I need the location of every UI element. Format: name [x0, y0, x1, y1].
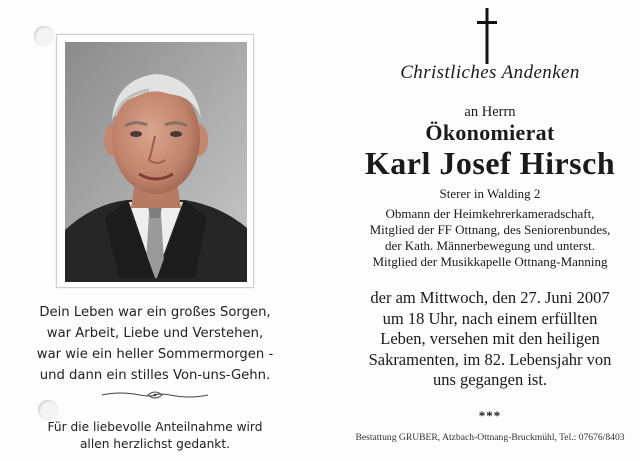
portrait-frame — [56, 34, 254, 288]
roles-list — [340, 206, 640, 270]
death-notice-line: der am Mittwoch, den 27. Juni 2007 — [370, 288, 610, 307]
flourish-divider-icon — [100, 388, 210, 402]
thanks-note — [30, 419, 280, 453]
deceased-name: Karl Josef Hirsch — [364, 145, 616, 181]
poem-line: war Arbeit, Liebe und Verstehen, — [46, 326, 264, 341]
role-line: Mitglied der Musikkapelle Ottnang-Manning — [372, 254, 608, 269]
poem — [20, 302, 290, 386]
thanks-line: Für die liebevolle Anteilnahme wird — [47, 420, 263, 434]
latin-cross-icon — [475, 8, 499, 64]
poem-line: war wie ein heller Sommermorgen - — [36, 347, 274, 362]
punch-hole-icon — [38, 400, 58, 420]
death-notice — [340, 288, 640, 391]
death-notice-line: uns gegangen ist. — [432, 370, 548, 389]
poem-line: und dann ein stilles Von-uns-Gehn. — [39, 368, 271, 383]
residence: Sterer in Walding 2 — [439, 186, 541, 201]
separator-stars: *** — [478, 408, 502, 423]
death-notice-line: um 18 Uhr, nach einem erfüllten — [382, 308, 598, 328]
death-notice-line: Sakramenten, im 82. Lebensjahr von — [368, 349, 612, 369]
honorific-title: Ökonomierat — [425, 120, 555, 145]
role-line: der Kath. Männerbewegung und unterst. — [384, 238, 596, 253]
death-notice-line: Leben, versehen mit den heiligen — [380, 329, 600, 348]
undertaker-footer: Bestattung GRUBER, Atzbach-Ottnang-Bruckmühl, Tel.: 07676/8403 — [355, 432, 625, 443]
thanks-line: allen herzlichst gedankt. — [79, 437, 231, 451]
poem-line: Dein Leben war ein großes Sorgen, — [39, 305, 271, 320]
portrait-photo — [65, 42, 247, 282]
punch-hole-icon — [34, 26, 54, 46]
role-line: Mitglied der FF Ottnang, des Seniorenbundes, — [369, 222, 611, 237]
salutation: an Herrn — [464, 104, 516, 120]
card-heading: Christliches Andenken — [400, 62, 580, 83]
role-line: Obmann der Heimkehrerkameradschaft, — [385, 206, 595, 221]
